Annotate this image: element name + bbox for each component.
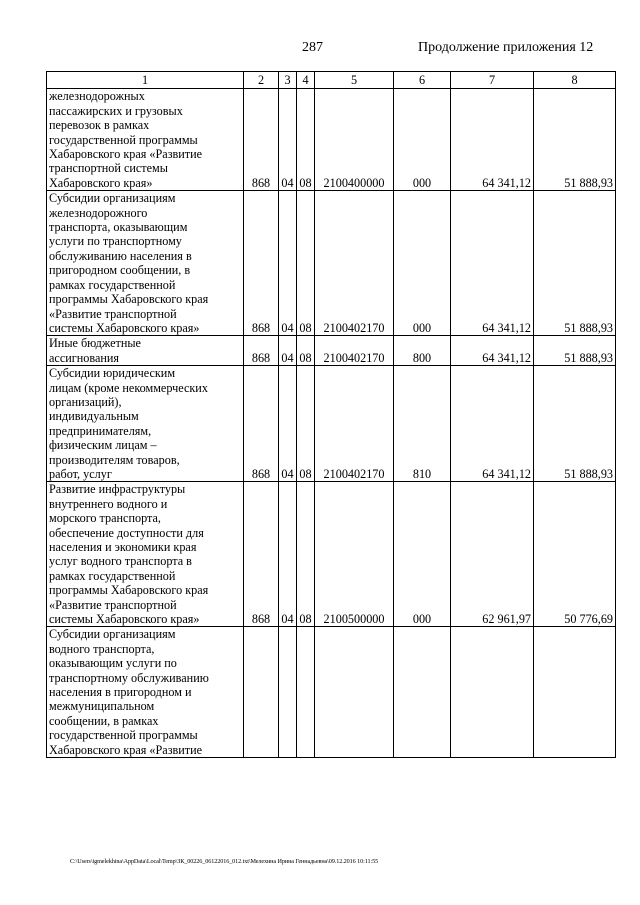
expense-type-code: 800 xyxy=(394,336,451,366)
description-line: населения и экономики края xyxy=(49,540,197,554)
description-line: железнодорожных xyxy=(49,89,145,104)
description-line: транспортной системы xyxy=(49,161,168,176)
row-description xyxy=(47,627,244,758)
description-line: морского транспорта, xyxy=(49,511,161,526)
target-article-code: 2100400000 xyxy=(315,89,394,191)
description-line: транспорта, оказывающим xyxy=(49,220,188,235)
amount-2017: 64 341,12 xyxy=(451,336,534,366)
expense-type-code: 000 xyxy=(394,482,451,627)
description-line: производителям товаров, xyxy=(49,452,180,467)
description-line: системы Хабаровского края» xyxy=(49,612,200,627)
column-header: 8 xyxy=(534,72,616,89)
description-line: Субсидии организациям xyxy=(49,627,176,642)
description-line: Иные бюджетные xyxy=(49,336,141,351)
expense-type-code: 000 xyxy=(394,191,451,336)
subsection-code xyxy=(297,627,315,758)
table-row xyxy=(47,89,616,191)
description-line: физическим лицам – xyxy=(49,438,157,453)
description-line: Развитие инфраструктуры xyxy=(49,482,186,497)
subsection-code: 08 xyxy=(297,336,315,366)
description-line: населения в пригородном и xyxy=(49,685,192,700)
description-line: организаций), xyxy=(49,394,122,409)
section-code: 04 xyxy=(279,89,297,191)
description-line: межмуниципальном xyxy=(49,699,155,714)
table-body xyxy=(47,89,616,758)
column-header: 7 xyxy=(451,72,534,89)
column-header: 5 xyxy=(315,72,394,89)
description-line: обслуживанию населения в xyxy=(49,248,192,263)
amount-2018 xyxy=(534,627,616,758)
amount-2018: 50 776,69 xyxy=(534,482,616,627)
section-code xyxy=(279,627,297,758)
appendix-continuation-title: Продолжение приложения 12 xyxy=(418,40,594,55)
description-line: оказывающим услуги по xyxy=(49,656,177,671)
description-line: пассажирских и грузовых xyxy=(49,103,183,118)
table-row xyxy=(47,627,616,758)
amount-2018: 51 888,93 xyxy=(534,191,616,336)
target-article-code: 2100500000 xyxy=(315,482,394,627)
subsection-code: 08 xyxy=(297,191,315,336)
description-line: государственной программы xyxy=(49,728,198,743)
description-line: программы Хабаровского края xyxy=(49,292,209,307)
description-line: программы Хабаровского края xyxy=(49,583,209,598)
table-header-row xyxy=(47,72,616,89)
subsection-code: 08 xyxy=(297,482,315,627)
row-description xyxy=(47,336,244,366)
column-header: 2 xyxy=(244,72,279,89)
description-line: рамках государственной xyxy=(49,568,176,583)
expense-type-code: 810 xyxy=(394,366,451,482)
ministry-code: 868 xyxy=(244,89,279,191)
target-article-code: 2100402170 xyxy=(315,191,394,336)
section-code: 04 xyxy=(279,191,297,336)
target-article-code: 2100402170 xyxy=(315,336,394,366)
amount-2018: 51 888,93 xyxy=(534,89,616,191)
column-header: 1 xyxy=(47,72,244,89)
footer-file-path: C:\Users\igmelekhina\AppData\Local\Temp\ЗК_00226_06122016_012.txt\Мелехина Ирина Геннадьевна\09.12.2016 10:11:55 xyxy=(70,858,379,865)
description-line: обеспечение доступности для xyxy=(49,525,204,540)
table-row xyxy=(47,482,616,627)
description-line: лицам (кроме некоммерческих xyxy=(49,380,208,395)
expense-type-code: 000 xyxy=(394,89,451,191)
row-description xyxy=(47,482,244,627)
description-line: рамках государственной xyxy=(49,277,176,292)
target-article-code xyxy=(315,627,394,758)
ministry-code: 868 xyxy=(244,336,279,366)
description-line: внутреннего водного и xyxy=(49,496,168,511)
description-line: ассигнования xyxy=(49,350,120,365)
ministry-code: 868 xyxy=(244,191,279,336)
description-line: предпринимателям, xyxy=(49,423,152,438)
description-line: Субсидии юридическим xyxy=(49,366,176,381)
table-row xyxy=(47,191,616,336)
description-line: Хабаровского края» xyxy=(49,175,153,190)
description-line: работ, услуг xyxy=(49,466,112,481)
row-description xyxy=(47,89,244,191)
description-line: системы Хабаровского края» xyxy=(49,320,200,335)
section-code: 04 xyxy=(279,366,297,482)
expense-type-code xyxy=(394,627,451,758)
ministry-code: 868 xyxy=(244,482,279,627)
column-header: 6 xyxy=(394,72,451,89)
description-line: Хабаровского края «Развитие xyxy=(49,147,203,162)
ministry-code xyxy=(244,627,279,758)
amount-2017: 62 961,97 xyxy=(451,482,534,627)
column-header: 3 xyxy=(279,72,297,89)
budget-table xyxy=(46,71,616,758)
table-row xyxy=(47,366,616,482)
description-line: сообщении, в рамках xyxy=(49,713,159,728)
amount-2017: 64 341,12 xyxy=(451,89,534,191)
section-code: 04 xyxy=(279,336,297,366)
description-line: услуги по транспортному xyxy=(49,234,182,249)
amount-2018: 51 888,93 xyxy=(534,336,616,366)
description-line: пригородном сообщении, в xyxy=(49,263,191,278)
description-line: перевозок в рамках xyxy=(49,118,150,133)
page-number: 287 xyxy=(302,40,323,55)
description-line: индивидуальным xyxy=(49,409,139,424)
subsection-code: 08 xyxy=(297,89,315,191)
ministry-code: 868 xyxy=(244,366,279,482)
amount-2017: 64 341,12 xyxy=(451,191,534,336)
description-line: Субсидии организациям xyxy=(49,191,176,206)
amount-2017: 64 341,12 xyxy=(451,366,534,482)
amount-2017 xyxy=(451,627,534,758)
description-line: транспортному обслуживанию xyxy=(49,670,209,685)
description-line: государственной программы xyxy=(49,132,198,147)
description-line: «Развитие транспортной xyxy=(49,306,177,321)
target-article-code: 2100402170 xyxy=(315,366,394,482)
description-line: водного транспорта, xyxy=(49,641,155,656)
row-description xyxy=(47,191,244,336)
amount-2018: 51 888,93 xyxy=(534,366,616,482)
subsection-code: 08 xyxy=(297,366,315,482)
table-row xyxy=(47,336,616,366)
section-code: 04 xyxy=(279,482,297,627)
description-line: «Развитие транспортной xyxy=(49,597,177,612)
description-line: Хабаровского края «Развитие xyxy=(49,742,203,757)
row-description xyxy=(47,366,244,482)
column-header: 4 xyxy=(297,72,315,89)
description-line: железнодорожного xyxy=(49,205,148,220)
description-line: услуг водного транспорта в xyxy=(49,554,192,569)
